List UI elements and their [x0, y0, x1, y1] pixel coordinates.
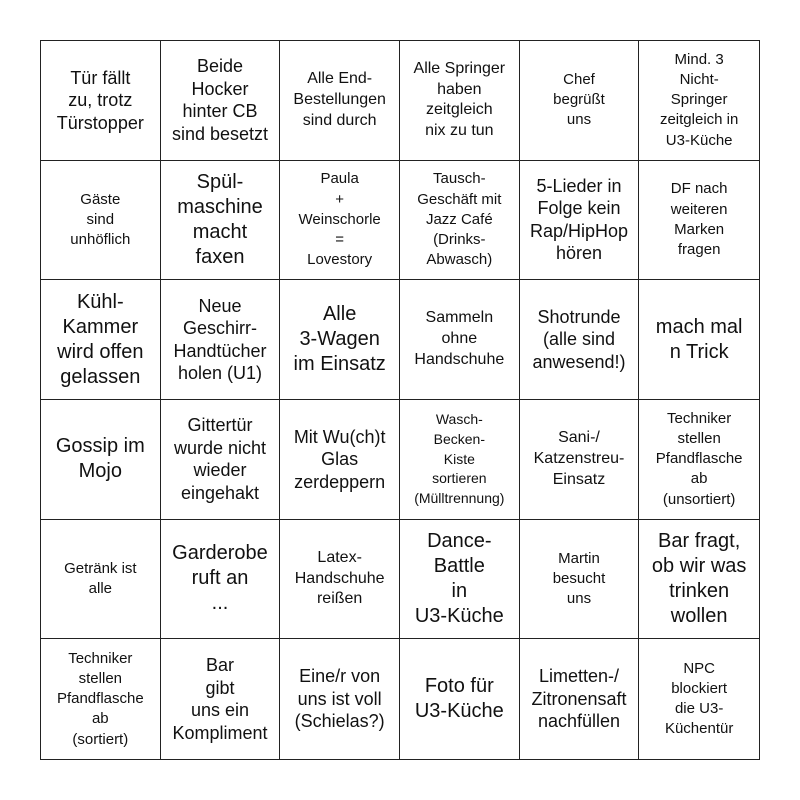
bingo-cell[interactable]: Kühl- Kammer wird offen gelassen	[41, 280, 161, 400]
bingo-cell[interactable]: Foto für U3-Küche	[400, 639, 520, 759]
bingo-cell[interactable]: 5-Lieder in Folge kein Rap/HipHop hören	[520, 161, 640, 281]
bingo-cell[interactable]: Latex- Handschuhe reißen	[280, 520, 400, 640]
bingo-cell[interactable]: Alle Springer haben zeitgleich nix zu tun	[400, 41, 520, 161]
bingo-cell[interactable]: Shotrunde (alle sind anwesend!)	[520, 280, 640, 400]
bingo-cell[interactable]: Bar gibt uns ein Kompliment	[161, 639, 281, 759]
bingo-cell[interactable]: NPC blockiert die U3- Küchentür	[664, 659, 734, 738]
bingo-cell[interactable]: Alle End- Bestellungen sind durch	[280, 41, 400, 161]
bingo-cell[interactable]: Mind. 3 Nicht- Springer zeitgleich in U3-Küche	[639, 41, 759, 161]
bingo-cell[interactable]: mach mal n Trick	[639, 280, 759, 400]
bingo-cell[interactable]: Neue Geschirr- Handtücher holen (U1)	[161, 280, 281, 400]
bingo-cell[interactable]: Tür fällt zu, trotz Türstopper	[41, 41, 161, 161]
bingo-cell[interactable]: Alle 3-Wagen im Einsatz	[280, 280, 400, 400]
bingo-cell[interactable]: Beide Hocker hinter CB sind besetzt	[161, 41, 281, 161]
bingo-cell[interactable]: Paula + Weinschorle = Lovestory	[280, 161, 400, 281]
bingo-cell[interactable]: Spül- maschine macht faxen	[161, 161, 281, 281]
bingo-cell[interactable]: Sani-/ Katzenstreu- Einsatz	[520, 400, 640, 520]
bingo-cell[interactable]: Bar fragt, ob wir was trinken wollen	[639, 520, 759, 640]
bingo-cell[interactable]: Garderobe ruft an ...	[161, 520, 281, 640]
bingo-cell[interactable]: Tausch- Geschäft mit Jazz Café (Drinks- Abwasch)	[400, 161, 520, 281]
bingo-cell[interactable]: DF nach weiteren Marken fragen	[639, 161, 759, 281]
bingo-cell[interactable]: Wasch- Becken- Kiste sortieren (Mülltrennung)	[400, 400, 520, 520]
bingo-cell[interactable]: Chef begrüßt uns	[520, 41, 640, 161]
bingo-cell[interactable]: Gossip im Mojo	[41, 400, 161, 520]
bingo-cell[interactable]: Getränk ist alle	[41, 520, 161, 640]
bingo-board	[40, 40, 760, 760]
bingo-cell[interactable]: Mit Wu(ch)t Glas zerdeppern	[280, 400, 400, 520]
bingo-cell[interactable]: Sammeln ohne Handschuhe	[400, 280, 520, 400]
bingo-cell[interactable]: Dance- Battle in U3-Küche	[400, 520, 520, 640]
bingo-cell[interactable]: Limetten-/ Zitronensaft nachfüllen	[520, 639, 640, 759]
bingo-cell[interactable]: Martin besucht uns	[520, 520, 640, 640]
bingo-cell[interactable]: Techniker stellen Pfandflasche ab (unsortiert)	[639, 400, 759, 520]
bingo-cell[interactable]: Eine/r von uns ist voll (Schielas?)	[280, 639, 400, 759]
bingo-cell[interactable]: Gäste sind unhöflich	[41, 161, 161, 281]
bingo-cell[interactable]: Gittertür wurde nicht wieder eingehakt	[161, 400, 281, 520]
bingo-cell[interactable]: Techniker stellen Pfandflasche ab (sortiert)	[41, 639, 161, 759]
